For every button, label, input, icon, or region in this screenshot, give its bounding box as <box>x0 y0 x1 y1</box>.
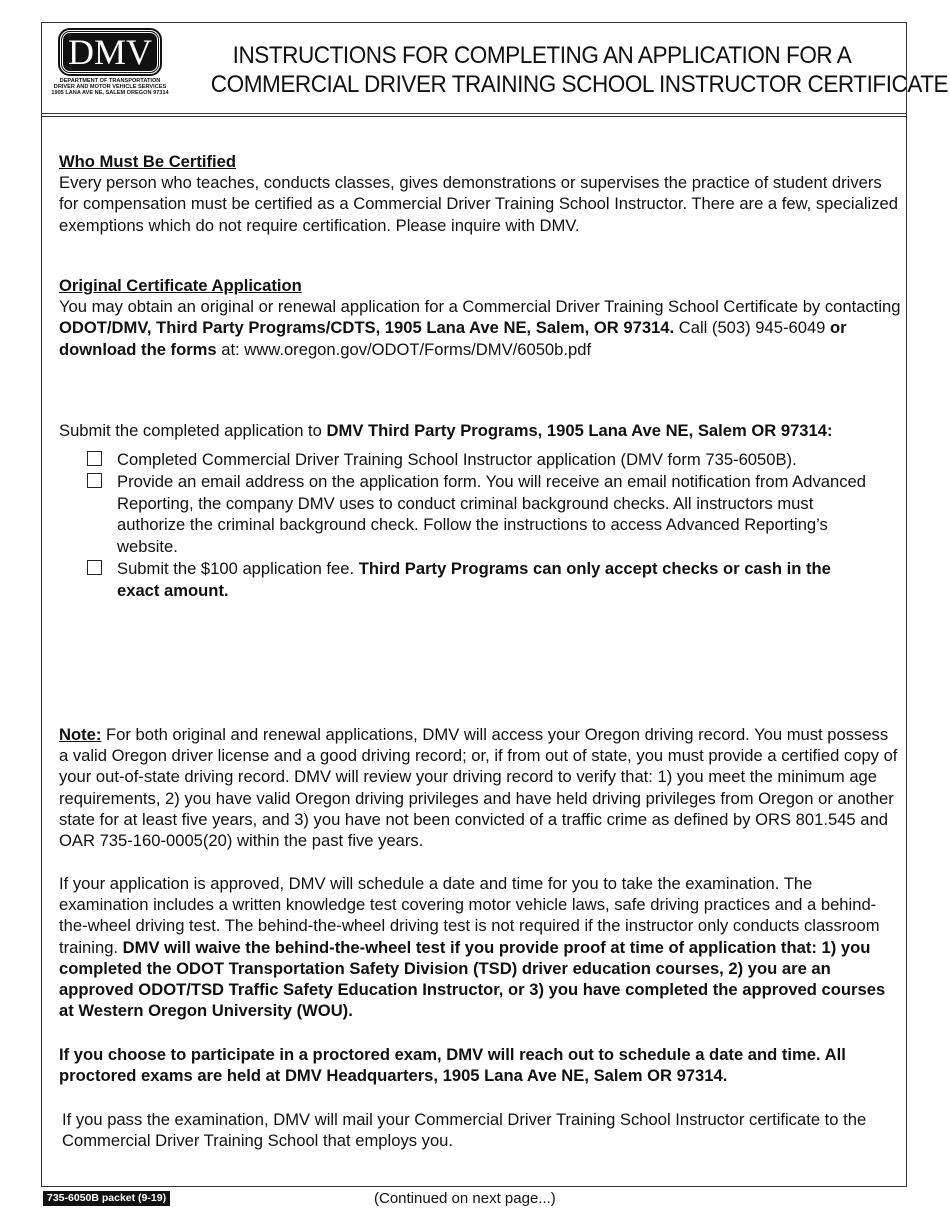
approved-waiver: DMV will waive the behind-the-wheel test if you provide proof at time of application that: 1) you completed the ODOT Transportation Safety Division (TSD) driver education courses, 2) you are an approved ODOT/TSD Traffic Safety Education Instructor, or 3) you have completed the approved courses at Western Oregon University (WOU). <box>59 937 886 1021</box>
original-text-2: Call (503) 945-6049 <box>674 318 831 338</box>
original-heading: Original Certificate Application <box>59 276 302 295</box>
checklist-text: Completed Commercial Driver Training School Instructor application (DMV form 735-6050B). <box>117 450 797 469</box>
original-body <box>59 296 901 360</box>
title-line-1: INSTRUCTIONS FOR COMPLETING AN APPLICATION FOR A <box>232 42 852 69</box>
logo-line-2: DRIVER AND MOTOR VEHICLE SERVICES <box>53 84 167 90</box>
title-line-2: COMMERCIAL DRIVER TRAINING SCHOOL INSTRUCTOR CERTIFICATE <box>210 71 949 98</box>
note-section <box>59 724 901 851</box>
submit-address: DMV Third Party Programs, 1905 Lana Ave NE, Salem OR 97314: <box>326 421 833 440</box>
header <box>42 23 949 117</box>
logo-line-1: DEPARTMENT OF TRANSPORTATION <box>59 78 161 84</box>
checklist-item-application <box>87 449 887 471</box>
proctored-section: If you choose to participate in a proctored exam, DMV will reach out to schedule a date and time. All proctored exams are held at DMV Headquarters, 1905 Lana Ave NE, Salem OR 97314. <box>59 1045 846 1086</box>
dmv-logo <box>50 30 170 96</box>
original-address: ODOT/DMV, Third Party Programs/CDTS, 1905 Lana Ave NE, Salem, OR 97314. <box>59 318 675 338</box>
checkbox[interactable] <box>87 451 102 466</box>
checklist-item-email <box>87 471 887 559</box>
checklist-text <box>117 558 877 601</box>
submit-intro <box>59 420 901 441</box>
submit-intro-text: Submit the completed application to <box>59 421 327 440</box>
logo-line-3: 1905 LANA AVE NE, SALEM OREGON 97314 <box>51 90 169 96</box>
approved-section <box>59 873 901 1021</box>
approved-body: If your application is approved, DMV will schedule a date and time for you to take the examination. The examination includes a written knowledge test covering motor vehicle laws, safe driving practices and a behind-the-wheel driving test. The behind-the-wheel driving test is not required if the instructor only conducts classroom training. <box>59 874 880 957</box>
checklist-text: Provide an email address on the application form. You will receive an email notification from Advanced Reporting, the company DMV uses to conduct criminal background checks. All instructors must authorize the criminal background check. Follow the instructions to access Advanced Reporting’s website. <box>117 472 866 556</box>
pass-section: If you pass the examination, DMV will mail your Commercial Driver Training School Instructor certificate to the Commercial Driver Training School that employs you. <box>62 1110 867 1151</box>
who-body: Every person who teaches, conducts classes, gives demonstrations or supervises the practice of student drivers for compensation must be certified as a Commercial Driver Training School Instructor. There are a few, specialized exemptions which do not require certification. Please inquire with DMV. <box>59 173 898 235</box>
dmv-logo-badge: DMV <box>60 30 160 74</box>
fee-bold-text: Third Party Programs can only accept checks or cash in the exact amount. <box>117 559 831 600</box>
page-title <box>210 41 949 99</box>
note-label: Note: <box>59 725 102 744</box>
original-text-1: You may obtain an original or renewal application for a Commercial Driver Training School Certificate by contacting <box>59 297 901 317</box>
form-code-badge: 735-6050B packet (9-19) <box>43 1191 170 1206</box>
original-url: at: www.oregon.gov/ODOT/Forms/DMV/6050b.pdf <box>216 339 592 359</box>
who-section <box>59 151 901 236</box>
checkbox[interactable] <box>87 560 102 575</box>
note-body: For both original and renewal applications, DMV will access your Oregon driving record. You must possess a valid Oregon driver license and a good driving record; or, if from out of state, you must provide a certified copy of your out-of-state driving record. DMV will review your driving record to verify that: 1) you meet the minimum age requirements, 2) you have valid Oregon driving privileges and have held driving privileges from Oregon or another state for at least five years, and 3) you have not been convicted of a traffic crime as defined by ORS 801.545 and OAR 735-160-0005(20) within the past five years. <box>59 725 898 851</box>
fee-text: Submit the $100 application fee. <box>117 559 359 578</box>
original-download: or download the forms <box>59 318 847 359</box>
original-section <box>59 275 901 360</box>
continued-note: (Continued on next page...) <box>374 1190 556 1207</box>
checkbox[interactable] <box>87 473 102 488</box>
checklist-item-fee <box>87 558 887 602</box>
who-heading: Who Must Be Certified <box>59 152 236 171</box>
